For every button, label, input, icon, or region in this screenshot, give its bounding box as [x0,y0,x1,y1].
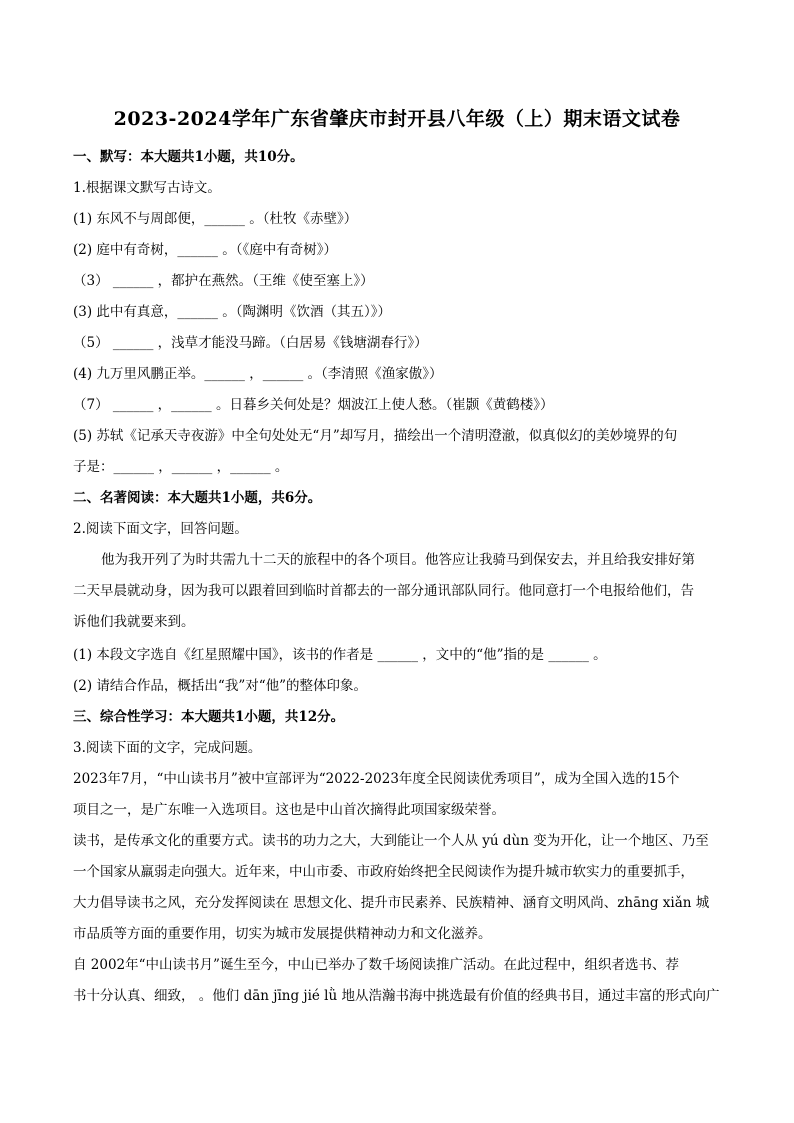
q1-item-2: (2) 庭中有奇树，______ 。（《庭中有奇树》） [73,242,337,258]
q2-item-1: (1) 本段文字选自《红星照耀中国》，该书的作者是 ______ ，文中的“他”指的是 ______ 。 [73,647,607,663]
q2-passage-line-2: 二天早晨就动身，因为我可以跟着回到临时首都去的一部分通讯部队同行。他同意打一个电报给他们，告 [73,583,694,599]
page-title: 2023-2024学年广东省肇庆市封开县八年级（上）期末语文试卷 [113,108,681,130]
q1-item-8-cont: 子是：______ ，______ ，______ 。 [73,459,289,475]
q1-item-8: (5) 苏轼《记承天寺夜游》中全句处处无“月”却写月，描绘出一个清明澄澈，似真似幻的美妙境界的句 [73,428,678,444]
q2-item-2: (2) 请结合作品，概括出“我”对“他”的整体印象。 [73,678,368,694]
q3-passage-line-4: 一个国家从羸弱走向强大。近年来，中山市委、市政府始终把全民阅读作为提升城市软实力的重要抓手， [73,864,694,880]
q3-passage-line-5: 大力倡导读书之风，充分发挥阅读在 思想文化、提升市民素养、民族精神、涵育文明风尚、zhāng xiǎn 城 [73,895,710,911]
q3-passage-line-8: 书十分认真、细致， 。他们 dān jīng jié lǜ 地从浩瀚书海中挑选最有价值的经典书目，通过丰富的形式向广 [73,988,720,1004]
q3-passage-line-2: 项目之一，是广东唯一入选项目。这也是中山首次摘得此项国家级荣誉。 [73,802,505,818]
section3-header: 三、综合性学习：本大题共1小题，共12分。 [73,709,345,725]
section1-header: 一、默写：本大题共1小题，共10分。 [73,149,304,165]
section2-header: 二、名著阅读：本大题共1小题，共6分。 [73,490,322,506]
q1-item-7: （7） ______ ，______ 。日暮乡关何处是？烟波江上使人愁。（崔颢《黄鹤楼》） [73,397,554,413]
q2-passage-line-1: 他为我开列了为时共需九十二天的旅程中的各个项目。他答应让我骑马到保安去，并且给我安排好第 [101,552,695,568]
q3-passage-line-3: 读书，是传承文化的重要方式。读书的功力之大，大到能让一个人从 yú dùn 变为开化，让一个地区、乃至 [73,833,709,849]
q1-item-4: (3) 此中有真意，______ 。（陶渊明《饮酒（其五）》） [73,304,391,320]
question-1: 1.根据课文默写古诗文。 [73,180,221,196]
q3-passage-line-7: 自 2002年“中山读书月”诞生至今，中山已举办了数千场阅读推广活动。在此过程中，组织者选书、荐 [73,957,679,973]
question-3: 3.阅读下面的文字，完成问题。 [73,740,262,756]
q1-item-3: （3） ______ ，都护在燕然。（王维《使至塞上》） [73,273,374,289]
q1-item-5: （5） ______ ，浅草才能没马蹄。（白居易《钱塘湖春行》） [73,335,428,351]
question-2: 2.阅读下面文字，回答问题。 [73,521,248,537]
q2-passage-line-3: 诉他们我就要来到。 [73,614,195,630]
q1-item-1: (1) 东风不与周郎便，______ 。（杜牧《赤壁》） [73,211,358,227]
q1-item-6: (4) 九万里风鹏正举。______ ，______ 。（李清照《渔家傲》） [73,366,443,382]
q3-passage-line-6: 市品质等方面的重要作用，切实为城市发展提供精神动力和文化滋养。 [73,926,492,942]
q3-passage-line-1: 2023年7月，“中山读书月”被中宣部评为“2022-2023年度全民阅读优秀项目”，成为全国入选的15个 [73,771,680,787]
